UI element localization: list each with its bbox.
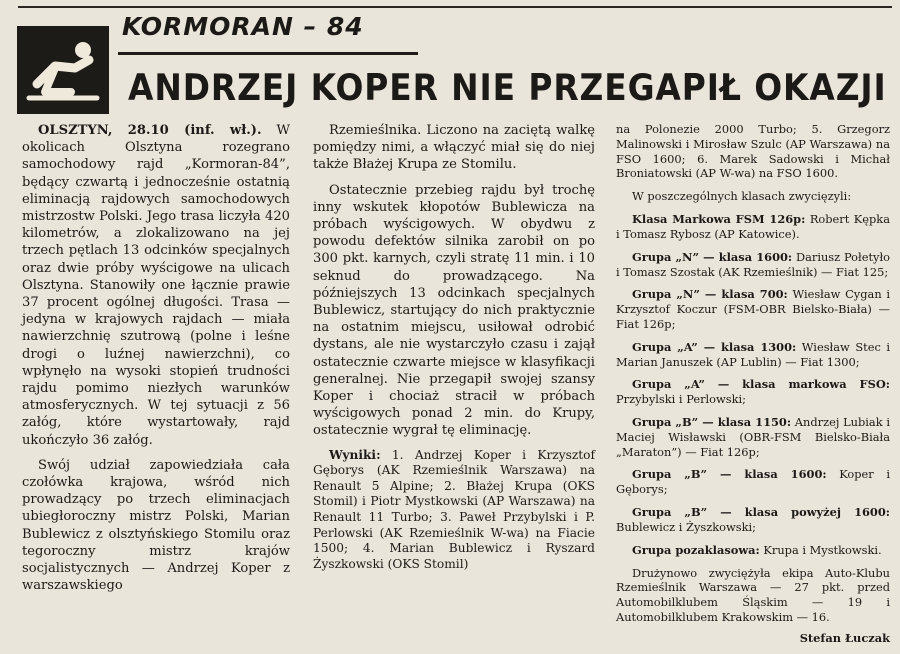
class-text: Andrzej Lubiak i Maciej Wisławski (OBR-FSM Bielsko-Biała „Maraton”) — Fiat 126p; — [616, 415, 890, 459]
class-text: Robert Kępka i Tomasz Rybosz (AP Katowice). — [616, 212, 890, 241]
paragraph: Swój udział zapowiedziała cała czołówka krajowa, wśród nich prowadzący po trzech eliminacjach ubiegłoroczny mistrz Polski, Marian Bublewicz z olsztyńskiego Stomilu oraz tegoroczny mistrz krajów socjalistycznych — Andrzej Koper z warszawskiego — [22, 457, 290, 594]
class-label: Grupa „N” — klasa 1600: — [632, 249, 793, 264]
column-2 — [313, 122, 595, 572]
section-title: KORMORAN – 84 — [122, 12, 364, 41]
paragraph: Rzemieślnika. Liczono na zaciętą walkę pomiędzy nimi, a włączyć miał się do niej także Błażej Krupa ze Stomilu. — [313, 123, 595, 173]
dateline: OLSZTYN, 28.10 (inf. wł.). — [38, 123, 262, 138]
paragraph: Ostatecznie przebieg rajdu był trochę inny wskutek kłopotów Bublewicza na próbach wyścigowych. W obydwu z powodu defektów silnika zarobił on po 300 pkt. karnych, czyli stratę 11 min. i 10 seknud do prowadzącego. Na późniejszych 13 odcinkach specjalnych Bublewicz, startujący do nich praktycznie na ostatnim miejscu, usiłował odrobić dystans, ale nie wystarczyło czasu i zajął ostatecznie czwarte miejsce w klasyfikacji generalnej. Nie przegapił swojej szansy Koper i chociaż stracił w próbach wyścigowych ponad 2 min. do Krupy, ostatecznie wygrał tę eliminację. — [313, 182, 595, 439]
logo — [17, 26, 109, 114]
paragraph — [22, 122, 290, 449]
class-winner — [616, 340, 890, 370]
class-winner — [616, 377, 890, 407]
class-winner — [616, 467, 890, 497]
paragraph: Drużynowo zwyciężyła ekipa Auto-Klubu Rzemieślnik Warszawa — 27 pkt. przed Automobilklubem Śląskim — 19 i Automobilklubem Krakowskim — 16. — [616, 565, 890, 624]
class-label: Grupa pozaklasowa: — [632, 542, 760, 557]
paragraph-text: W okolicach Olsztyna rozegrano samochodowy rajd „Kormoran-84”, będący czwartą i jednocześnie ostatnią eliminacją rajdowych samochodowych mistrzostw Polski. Jego trasa liczyła 420 kilometrów, a zlokalizowano na jej trzech pętlach 13 odcinków specjalnych oraz dwie próby wyścigowe na ulicach Olsztyna. Stanowiły one łącznie prawie 37 procent ogólnej długości. Trasa — jedyna w krajowych rajdach — miała nawierzchnię szutrową (polne i leśne drogi o luźnej nawierzchni), co wpłynęło na wysoki stopień trudności rajdu pomimo niezłych warunków atmosferycznych. W tej sytuacji z 56 załóg, które wystartowały, rajd ukończyło 36 załóg. — [22, 123, 290, 448]
paragraph: W poszczególnych klasach zwycięzyli: — [632, 189, 852, 204]
class-label: Grupa „A” — klasa markowa FSO: — [632, 377, 890, 392]
class-text: Koper i Gęborys; — [616, 467, 890, 497]
results-text: 1. Andrzej Koper i Krzysztof Gęborys (AK Rzemieślnik Warszawa) na Renault 5 Alpine; 2. Błażej Krupa (OKS Stomil) i Piotr Mystkowski (AP Warszawa) na Renault 11 Turbo; 3. Paweł Przybylski i P. Perlowski (AK Rzemieślnik W-wa) na Fiacie 1500; 4. Marian Bublewicz i Ryszard Żyszkowski (OKS Stomil) — [313, 447, 596, 571]
paragraph: na Polonezie 2000 Turbo; 5. Grzegorz Malinowski i Mirosław Szulc (AP Warszawa) na FSO 1600; 6. Marek Sadowski i Michał Broniatowski (AP W-wa) na FSO 1600. — [616, 122, 890, 181]
section-header — [118, 8, 418, 55]
class-text: Wiesław Stec i Marian Januszek (AP Lublin) — Fiat 1300; — [616, 339, 891, 369]
class-label: Grupa „B” — klasa powyżej 1600: — [632, 505, 890, 520]
class-label: Grupa „A” — klasa 1300: — [632, 339, 797, 354]
rally-driver-pictogram-icon — [17, 26, 109, 114]
class-winner — [616, 415, 890, 459]
results-label: Wyniki: — [329, 447, 381, 462]
class-label: Grupa „B” — klasa 1150: — [632, 415, 792, 429]
headline: ANDRZEJ KOPER NIE PRZEGAPIŁ OKAZJI — [128, 66, 887, 109]
class-winner — [616, 212, 890, 242]
results — [313, 448, 595, 573]
class-winner — [616, 505, 890, 535]
column-3 — [616, 122, 890, 646]
column-1 — [22, 122, 290, 594]
class-label: Grupa „N” — klasa 700: — [632, 287, 788, 302]
class-label: Klasa Markowa FSM 126p: — [632, 212, 806, 227]
class-text: Dariusz Połetyło i Tomasz Szostak (AK Rzemieślnik) — Fiat 125; — [616, 249, 891, 279]
class-winner — [616, 287, 890, 331]
class-winner — [616, 543, 890, 558]
class-text: Wiesław Cygan i Krzysztof Koczur (FSM-OBR Bielsko-Biała) — Fiat 126p; — [616, 287, 890, 331]
class-text: Przybylski i Perlowski; — [616, 392, 747, 407]
class-text: Bublewicz i Żyszkowski; — [616, 519, 756, 534]
author-byline: Stefan Łuczak — [799, 630, 890, 645]
class-text: Krupa i Mystkowski. — [763, 542, 882, 557]
class-winner — [616, 250, 890, 280]
class-label: Grupa „B” — klasa 1600: — [632, 467, 827, 482]
